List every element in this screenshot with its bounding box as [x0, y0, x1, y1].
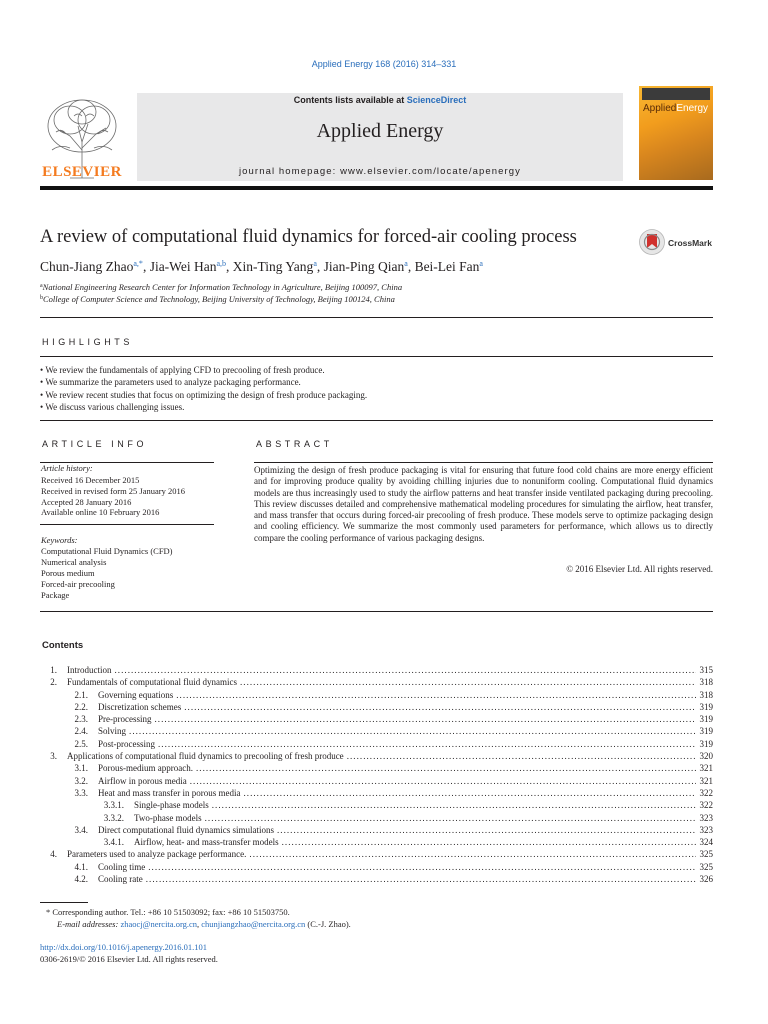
- toc-page: 318: [699, 689, 713, 700]
- toc-entry[interactable]: [40, 812, 713, 824]
- toc-title: Pre-processing: [98, 714, 152, 725]
- affiliation-key: b: [40, 295, 43, 301]
- toc-title: Introduction: [67, 665, 112, 675]
- publisher-logo-text: ELSEVIER: [42, 164, 122, 180]
- keywords-label: Keywords:: [41, 535, 78, 545]
- toc-leader: [202, 812, 696, 824]
- author-affiliation-marker[interactable]: a: [313, 259, 317, 268]
- abstract-text: Optimizing the design of fresh produce packaging is vital for ensuring that future food cold chains are more energy efficient and for improving produce quality by avoiding chilling injuries due to nonuniform cooling. Computational fluid dynamics models are thus increasingly used to study the airflow patterns and heat transfer inside ventilated packaging during precooling. This review discusses detailed and comprehensive mathematical modeling procedures for simulating the airflow, heat transfer, and mass transfer that occurs during forced-air precooling of fresh produce. These models serve to optimize packaging design and cooling efficiency. We summarize the most commonly used parameters for performance, which allows us to directly compare the cooling performance of various packaging designs.: [254, 465, 713, 543]
- divider: [40, 420, 713, 421]
- journal-reference-link[interactable]: Applied Energy 168 (2016) 314–331: [311, 59, 457, 69]
- table-of-contents: [40, 664, 713, 885]
- affiliation-a: [40, 282, 402, 292]
- abstract-copyright: © 2016 Elsevier Ltd. All rights reserved.: [566, 564, 713, 574]
- toc-title: Direct computational fluid dynamics simulations: [98, 824, 274, 835]
- toc-title: Airflow in porous media: [98, 775, 187, 786]
- toc-leader: [143, 873, 696, 885]
- toc-leader: [187, 775, 696, 787]
- author-name[interactable]: Jia-Wei Han: [149, 259, 217, 274]
- author-affiliation-marker[interactable]: a,b: [216, 259, 227, 268]
- toc-title: Cooling rate: [98, 874, 143, 885]
- keyword-item: Package: [41, 589, 70, 600]
- journal-homepage-link[interactable]: www.elsevier.com/locate/apenergy: [340, 166, 522, 177]
- toc-title: Cooling time: [98, 861, 146, 872]
- toc-number: 2.2.: [74, 701, 88, 712]
- highlight-item: • We discuss various challenging issues.: [40, 401, 367, 413]
- divider: [40, 524, 214, 525]
- toc-number: 3.2.: [74, 775, 88, 786]
- corresponding-author-note: * Corresponding author. Tel.: +86 10 51503092; fax: +86 10 51503750.: [46, 907, 290, 917]
- toc-title: Airflow, heat- and mass-transfer models: [134, 837, 279, 848]
- divider: [40, 356, 713, 357]
- toc-entry[interactable]: [40, 664, 713, 676]
- toc-number: 4.2.: [74, 874, 88, 885]
- toc-page: 326: [699, 874, 713, 885]
- toc-leader: [237, 676, 696, 688]
- cover-top-bar: [642, 88, 710, 100]
- toc-page: 318: [699, 677, 713, 688]
- history-item: Available online 10 February 2016: [41, 507, 160, 518]
- keyword-item: Porous medium: [41, 567, 95, 578]
- toc-number: 2.1.: [74, 689, 88, 700]
- toc-entry[interactable]: [40, 787, 713, 799]
- toc-title: Parameters used to analyze package performance.: [67, 849, 247, 860]
- toc-leader: [181, 701, 695, 713]
- abstract-heading: ABSTRACT: [256, 439, 333, 449]
- toc-leader: [240, 787, 695, 799]
- divider: [40, 611, 713, 612]
- affiliation-key: a: [40, 283, 43, 289]
- homepage-prefix: journal homepage:: [238, 166, 341, 177]
- toc-number: 3.3.: [74, 787, 88, 798]
- toc-number: 2.: [50, 677, 57, 688]
- toc-number: 3.3.2.: [103, 812, 124, 823]
- journal-cover-thumbnail[interactable]: [639, 86, 713, 180]
- toc-page: 323: [699, 812, 713, 823]
- toc-number: 4.: [50, 849, 57, 860]
- toc-entry[interactable]: [40, 775, 713, 787]
- toc-leader: [126, 725, 695, 737]
- footnote-rule: [40, 902, 88, 903]
- author-affiliation-marker[interactable]: a,*: [133, 259, 143, 268]
- toc-entry[interactable]: [40, 750, 713, 762]
- toc-number: 2.4.: [74, 726, 88, 737]
- toc-page: 319: [699, 726, 713, 737]
- highlight-item: • We review the fundamentals of applying CFD to precooling of fresh produce.: [40, 364, 367, 376]
- author-name[interactable]: Xin-Ting Yang: [232, 259, 314, 274]
- toc-page: 325: [699, 861, 713, 872]
- crossmark-label[interactable]: CrossMark: [668, 238, 712, 248]
- toc-leader: [344, 750, 696, 762]
- email-link[interactable]: zhaocj@nercita.org.cn: [120, 919, 198, 929]
- toc-title: Two-phase models: [134, 812, 202, 823]
- toc-title: Discretization schemes: [98, 701, 182, 712]
- toc-page: 320: [699, 751, 713, 762]
- affiliation-text: College of Computer Science and Technology, Beijing University of Technology, Beijing 100124, China: [43, 294, 395, 304]
- toc-number: 1.: [50, 665, 57, 675]
- toc-page: 319: [699, 714, 713, 725]
- keywords-list: [41, 546, 173, 601]
- toc-entry[interactable]: [40, 836, 713, 848]
- contents-prefix: Contents lists available at: [293, 95, 407, 105]
- toc-page: 323: [699, 824, 713, 835]
- toc-title: Solving: [98, 726, 127, 737]
- author-affiliation-marker[interactable]: a: [404, 259, 408, 268]
- toc-leader: [274, 824, 696, 836]
- toc-page: 321: [699, 775, 713, 786]
- email-addresses: [57, 919, 351, 929]
- article-info-heading: ARTICLE INFO: [42, 439, 148, 449]
- toc-entry[interactable]: [40, 713, 713, 725]
- author-list: [40, 259, 483, 275]
- toc-page: 322: [699, 787, 713, 798]
- toc-entry[interactable]: [40, 799, 713, 811]
- toc-title: Governing equations: [98, 689, 174, 700]
- author-separator: ,: [142, 259, 150, 274]
- toc-leader: [209, 799, 696, 811]
- toc-page: 315: [699, 665, 713, 675]
- article-title: A review of computational fluid dynamics for forced-air cooling process: [40, 227, 577, 247]
- toc-page: 319: [699, 738, 713, 749]
- toc-leader: [173, 689, 695, 701]
- toc-entry[interactable]: [40, 762, 713, 774]
- affiliation-text: National Engineering Research Center for Information Technology in Agriculture, Beijing 100097, China: [42, 282, 403, 292]
- toc-page: 325: [699, 849, 713, 860]
- article-history-list: [41, 475, 185, 518]
- history-item: Received 16 December 2015: [41, 475, 140, 485]
- highlight-item: • We review recent studies that focus on optimizing the design of fresh produce packaging.: [40, 389, 367, 401]
- toc-number: 2.5.: [74, 738, 88, 749]
- toc-entry[interactable]: [40, 738, 713, 750]
- history-item: Accepted 28 January 2016: [41, 496, 132, 507]
- keyword-item: Computational Fluid Dynamics (CFD): [41, 546, 173, 556]
- author-name[interactable]: Jian-Ping Qian: [323, 259, 405, 274]
- toc-number: 3.4.: [74, 824, 88, 835]
- email-label: E-mail addresses:: [57, 919, 119, 929]
- author-affiliation-marker[interactable]: a: [479, 259, 483, 268]
- toc-entry[interactable]: [40, 725, 713, 737]
- toc-leader: [152, 713, 696, 725]
- toc-entry[interactable]: [40, 676, 713, 688]
- keyword-item: Forced-air precooling: [41, 578, 115, 589]
- toc-entry[interactable]: [40, 861, 713, 873]
- sciencedirect-link[interactable]: ScienceDirect: [406, 95, 467, 105]
- toc-entry[interactable]: [40, 848, 713, 860]
- toc-title: Applications of computational fluid dynamics to precooling of fresh produce: [67, 751, 344, 762]
- toc-title: Post-processing: [98, 738, 155, 749]
- toc-leader: [155, 738, 696, 750]
- history-item: Received in revised form 25 January 2016: [41, 485, 185, 496]
- toc-page: 319: [699, 701, 713, 712]
- toc-leader: [193, 762, 696, 774]
- divider: [40, 317, 713, 318]
- toc-number: 3.1.: [74, 763, 88, 774]
- author-name[interactable]: Bei-Lei Fan: [414, 259, 480, 274]
- toc-entry[interactable]: [40, 824, 713, 836]
- toc-page: 321: [699, 763, 713, 774]
- author-separator: ,: [226, 259, 233, 274]
- crossmark-icon[interactable]: [639, 229, 665, 255]
- contents-heading: Contents: [42, 640, 84, 651]
- toc-leader: [112, 664, 696, 676]
- toc-entry[interactable]: [40, 689, 713, 701]
- toc-title: Single-phase models: [134, 800, 209, 811]
- journal-homepage: [137, 166, 623, 177]
- email-separator: ,: [197, 919, 202, 929]
- toc-leader: [279, 836, 696, 848]
- cover-title-b: Energy: [676, 103, 709, 114]
- toc-number: 4.1.: [74, 861, 88, 872]
- highlight-item: • We summarize the parameters used to analyze packaging performance.: [40, 376, 367, 388]
- affiliation-b: [40, 294, 395, 304]
- toc-number: 3.4.1.: [103, 837, 124, 848]
- toc-title: Fundamentals of computational fluid dynamics: [67, 677, 237, 688]
- toc-entry[interactable]: [40, 873, 713, 885]
- contents-availability: [137, 95, 623, 105]
- divider: [254, 462, 713, 463]
- keyword-item: Numerical analysis: [41, 556, 107, 567]
- toc-entry[interactable]: [40, 701, 713, 713]
- cover-title: [643, 103, 708, 114]
- toc-title: Porous-medium approach.: [98, 763, 193, 774]
- email-suffix: (C.-J. Zhao).: [305, 919, 351, 929]
- toc-title: Heat and mass transfer in porous media: [98, 787, 241, 798]
- toc-page: 324: [699, 837, 713, 848]
- author-separator: ,: [407, 259, 415, 274]
- author-separator: ,: [316, 259, 324, 274]
- toc-number: 3.3.1.: [103, 800, 124, 811]
- header-rule: [40, 186, 713, 190]
- toc-number: 3.: [50, 751, 57, 762]
- article-history-label: Article history:: [41, 463, 93, 473]
- email-link[interactable]: chunjiangzhao@nercita.org.cn: [201, 919, 306, 929]
- toc-number: 2.3.: [74, 714, 88, 725]
- toc-leader: [246, 848, 695, 860]
- journal-name: Applied Energy: [316, 120, 444, 142]
- highlights-list: [40, 364, 367, 413]
- issn-copyright: 0306-2619/© 2016 Elsevier Ltd. All rights reserved.: [40, 954, 218, 964]
- cover-title-a: Applied: [643, 103, 677, 114]
- toc-page: 322: [699, 800, 713, 811]
- toc-leader: [145, 861, 695, 873]
- highlights-heading: HIGHLIGHTS: [42, 337, 134, 347]
- doi-link[interactable]: http://dx.doi.org/10.1016/j.apenergy.2016.01.101: [40, 942, 207, 952]
- author-name[interactable]: Chun-Jiang Zhao: [40, 259, 134, 274]
